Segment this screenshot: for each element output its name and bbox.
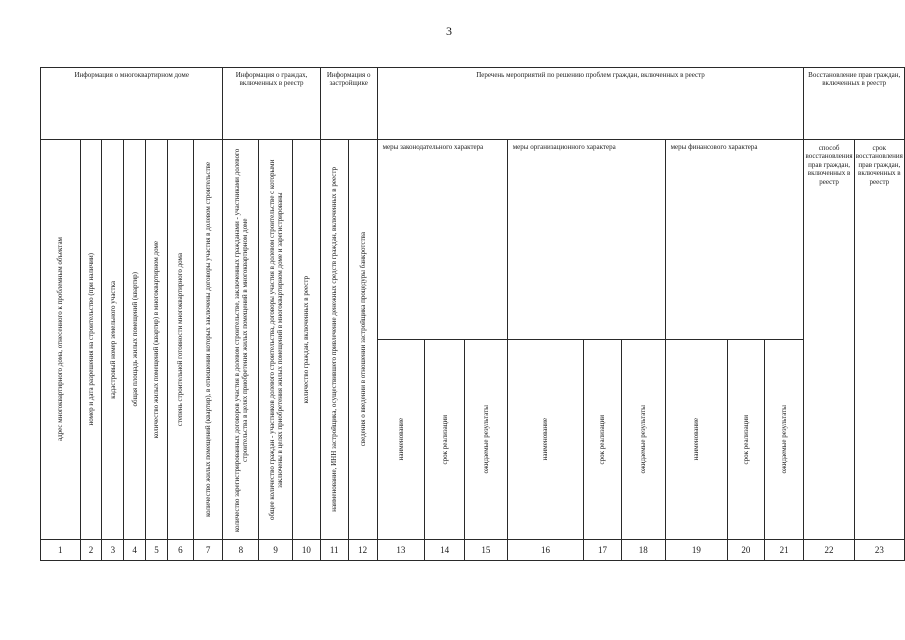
header-col-16-text: наименование xyxy=(541,418,550,461)
header-col-23: срок восстановления прав граждан, включенных в реестр xyxy=(854,140,904,540)
header-col-6 xyxy=(167,140,193,540)
header-col-15-text: ожидаемые результаты xyxy=(481,405,490,474)
column-number: 19 xyxy=(665,540,727,561)
column-number: 14 xyxy=(425,540,465,561)
column-number-row xyxy=(41,540,905,561)
header-col-16 xyxy=(507,340,583,540)
header-col-3-text: кадастровый номер земельного участка xyxy=(108,280,117,399)
header-col-8 xyxy=(223,140,259,540)
header-col-1 xyxy=(41,140,81,540)
subgroup-legislative: меры законодательного характера xyxy=(377,140,507,340)
column-number: 1 xyxy=(41,540,81,561)
header-col-13 xyxy=(377,340,425,540)
column-number: 20 xyxy=(728,540,765,561)
header-col-1-text: адрес многоквартирного дома, отнесенного к проблемным объектам xyxy=(56,237,65,442)
header-col-17-text: срок реализации xyxy=(598,414,607,465)
header-col-19-text: наименование xyxy=(692,418,701,461)
column-number: 18 xyxy=(621,540,665,561)
header-col-18-text: ожидаемые результаты xyxy=(639,405,648,474)
column-number: 12 xyxy=(348,540,377,561)
column-number: 4 xyxy=(124,540,146,561)
header-col-6-text: степень строительной готовности многоквартирного дома xyxy=(176,252,185,427)
header-col-14 xyxy=(425,340,465,540)
header-col-10-text: количество граждан, включенных в реестр xyxy=(302,275,311,404)
column-number: 9 xyxy=(259,540,293,561)
column-number: 17 xyxy=(584,540,622,561)
header-col-2-text: номер и дата разрешения на строительство (при наличии) xyxy=(87,253,95,426)
header-col-21-text: ожидаемые результаты xyxy=(780,405,789,474)
column-number: 8 xyxy=(223,540,259,561)
group-measures: Перечень мероприятий по решению проблем граждан, включенных в реестр xyxy=(377,68,804,140)
header-col-4 xyxy=(124,140,146,540)
header-col-15 xyxy=(465,340,508,540)
group-developer-info: Информация о застройщике xyxy=(320,68,377,140)
header-col-10 xyxy=(292,140,320,540)
header-col-4-text: общая площадь жилых помещений (квартир) xyxy=(130,272,139,407)
header-col-9 xyxy=(259,140,293,540)
header-col-11 xyxy=(320,140,348,540)
subgroup-organizational: меры организационного характера xyxy=(507,140,665,340)
header-col-18 xyxy=(621,340,665,540)
page-number: 3 xyxy=(446,24,452,38)
header-col-21 xyxy=(764,340,804,540)
header-col-7-text: количество жилых помещений (квартир), в отношении которых заключены договоры участия в долевом строительстве xyxy=(204,162,213,517)
header-col-12-text: сведения о введении в отношении застройщика процедуры банкротства xyxy=(358,232,367,447)
header-col-13-text: наименование xyxy=(396,418,405,461)
column-number: 11 xyxy=(320,540,348,561)
header-col-22: способ восстановления прав граждан, включенных в реестр xyxy=(804,140,854,540)
column-number: 23 xyxy=(854,540,904,561)
header-col-5 xyxy=(146,140,168,540)
subgroup-financial: меры финансового характера xyxy=(665,140,804,340)
column-number: 21 xyxy=(764,540,804,561)
group-mkd-info: Информация о многоквартирном доме xyxy=(41,68,223,140)
column-number: 22 xyxy=(804,540,854,561)
column-number: 5 xyxy=(146,540,168,561)
header-col-17 xyxy=(584,340,622,540)
header-col-19 xyxy=(665,340,727,540)
column-number: 15 xyxy=(465,540,508,561)
header-col-12 xyxy=(348,140,377,540)
header-col-7 xyxy=(193,140,223,540)
header-col-9-text: общее количество граждан - участников долевого строительства, договоры участия в долевом строительстве с которыми заключены в целях приобретения жилых помещений в многоквартирном доме и зарегистрированы xyxy=(267,159,284,520)
column-number: 6 xyxy=(167,540,193,561)
header-col-11-text: наименование, ИНН застройщика, осуществившего привлечение денежных средств граждан, включенных в реестр xyxy=(330,167,339,512)
header-col-3 xyxy=(102,140,124,540)
column-number: 3 xyxy=(102,540,124,561)
registry-table xyxy=(40,67,905,561)
header-col-20-text: срок реализации xyxy=(741,414,750,465)
column-number: 10 xyxy=(292,540,320,561)
group-restore-rights: Восстановление прав граждан, включенных в реестр xyxy=(804,68,905,140)
column-number: 2 xyxy=(80,540,102,561)
column-number: 16 xyxy=(507,540,583,561)
header-col-5-text: количество жилых помещений (квартир) в многоквартирном доме xyxy=(152,240,161,439)
header-col-20 xyxy=(728,340,765,540)
column-number: 7 xyxy=(193,540,223,561)
header-col-8-text: количество зарегистрированных договоров участия в долевом строительстве, заключенных гражданами - участниками долевого строительства в целях приобретения жилых помещений в многоквартирном доме xyxy=(232,147,249,532)
group-citizens-info: Информация о граждах, включенных в реестр xyxy=(223,68,320,140)
header-col-14-text: срок реализации xyxy=(440,414,449,465)
column-number: 13 xyxy=(377,540,425,561)
header-col-2 xyxy=(80,140,102,540)
